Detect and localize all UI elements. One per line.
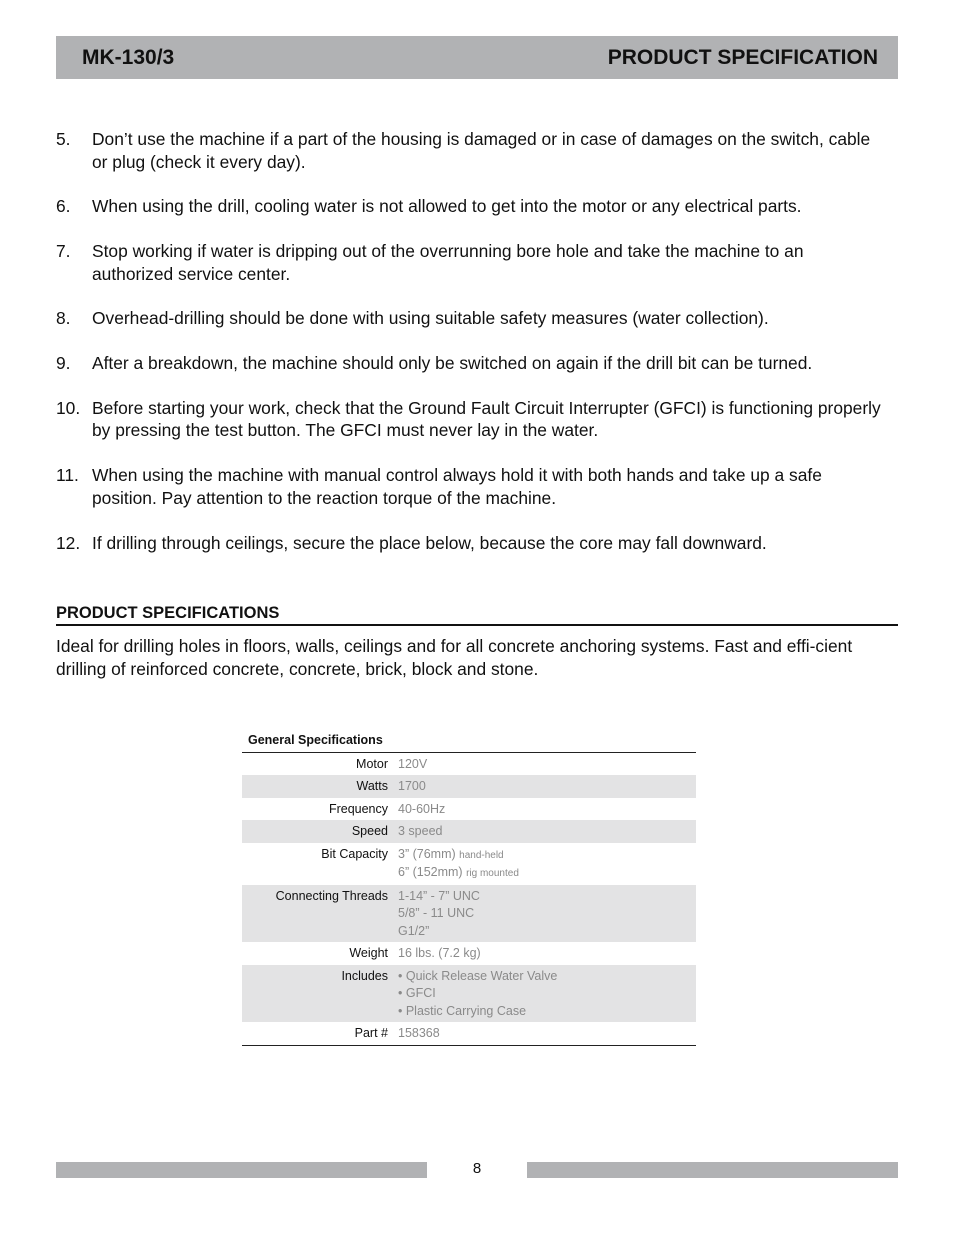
table-row [242,820,696,843]
spec-label: Motor [356,756,388,771]
table-row [242,752,696,775]
spec-label: Watts [242,775,398,798]
item-text: Before starting your work, check that the Ground Fault Circuit Interrupter (GFCI) is functioning properly by pressing the test button. The GFCI must never lay in the water. [92,397,881,441]
item-text: Stop working if water is dripping out of the overrunning bore hole and take the machine to an authorized service center. [92,241,804,284]
item-number: 11. [56,465,79,486]
list-item [56,397,886,442]
item-text: When using the machine with manual control always hold it with both hands and take up a safe position. Pay attention to the reaction torque of the machine. [92,465,822,508]
item-number: 9. [56,353,71,374]
spec-value: 16 lbs. (7.2 kg) [398,946,481,960]
footer-bar-right [527,1162,898,1178]
item-number: 6. [56,196,71,217]
table-row [242,965,696,1023]
spec-label: Speed [242,820,398,843]
item-text: If drilling through ceilings, secure the place below, because the core may fall downward. [92,532,767,553]
included-item: • Quick Release Water Valve [398,968,558,983]
item-number: 10. [56,397,81,418]
list-item [56,352,886,375]
included-item: • GFCI [398,986,436,1000]
item-text: After a breakdown, the machine should only be switched on again if the drill bit can be turned. [92,353,813,374]
table-row [242,942,696,965]
list-item [56,464,886,509]
model-name: MK-130/3 [82,45,175,69]
page-number: 8 [472,1160,482,1177]
table-row [242,775,696,798]
safety-rules-list [56,128,886,576]
item-number: 7. [56,241,71,262]
list-item [56,195,886,218]
spec-label: Weight [349,946,388,960]
spec-value: 158368 [398,1022,696,1045]
table-row [242,1022,696,1045]
list-item [56,307,886,330]
thread-spec: 5/8” - 11 UNC [398,906,475,920]
thread-spec: 1-14” - 7” UNC [398,888,480,903]
list-item [56,240,886,285]
spec-value [398,843,696,885]
bit-capacity-hand-note: hand-held [459,849,504,861]
spec-value: 3 speed [398,820,696,843]
included-item: • Plastic Carrying Case [398,1003,527,1018]
table-heading: General Specifications [242,731,696,752]
item-number: 8. [56,308,71,329]
spec-value: 40-60Hz [398,801,446,816]
section-title: PRODUCT SPECIFICATION [607,45,878,69]
spec-label: Part # [242,1022,398,1045]
item-number: 5. [56,129,71,149]
item-text: Don’t use the machine if a part of the housing is damaged or in case of damages on the switch, cable or plug (check it every day). [92,129,871,172]
spec-label: Frequency [328,801,388,816]
general-specifications-table [242,731,696,1046]
spec-label: Includes [242,965,398,1023]
bit-capacity-hand: 3” (76mm) [398,846,456,861]
item-text: When using the drill, cooling water is not allowed to get into the motor or any electrical parts. [92,196,802,217]
table-row [242,885,696,943]
table-row [242,843,696,885]
product-description: Ideal for drilling holes in floors, walls, ceilings and for all concrete anchoring systems. Fast and effi-cient drilling of reinforced concrete, concrete, brick, block and stone. [56,636,853,679]
spec-value: 120V [398,756,428,771]
list-item [56,532,886,555]
footer-bar-left [56,1162,427,1178]
spec-value [398,885,696,943]
bit-capacity-rig-note: rig mounted [466,868,519,879]
table-row [242,798,696,821]
spec-value: 1700 [398,775,696,798]
spec-value [398,965,696,1023]
item-number: 12. [56,532,81,553]
spec-label: Bit Capacity [321,846,388,861]
item-text: Overhead-drilling should be done with using suitable safety measures (water collection). [92,308,769,329]
spec-label: Connecting Threads [242,885,398,943]
page-header [56,36,898,79]
list-item [56,128,886,173]
thread-spec: G1/2” [398,923,430,938]
bit-capacity-rig: 6” (152mm) [398,865,463,879]
product-specifications-heading: PRODUCT SPECIFICATIONS [56,603,898,626]
